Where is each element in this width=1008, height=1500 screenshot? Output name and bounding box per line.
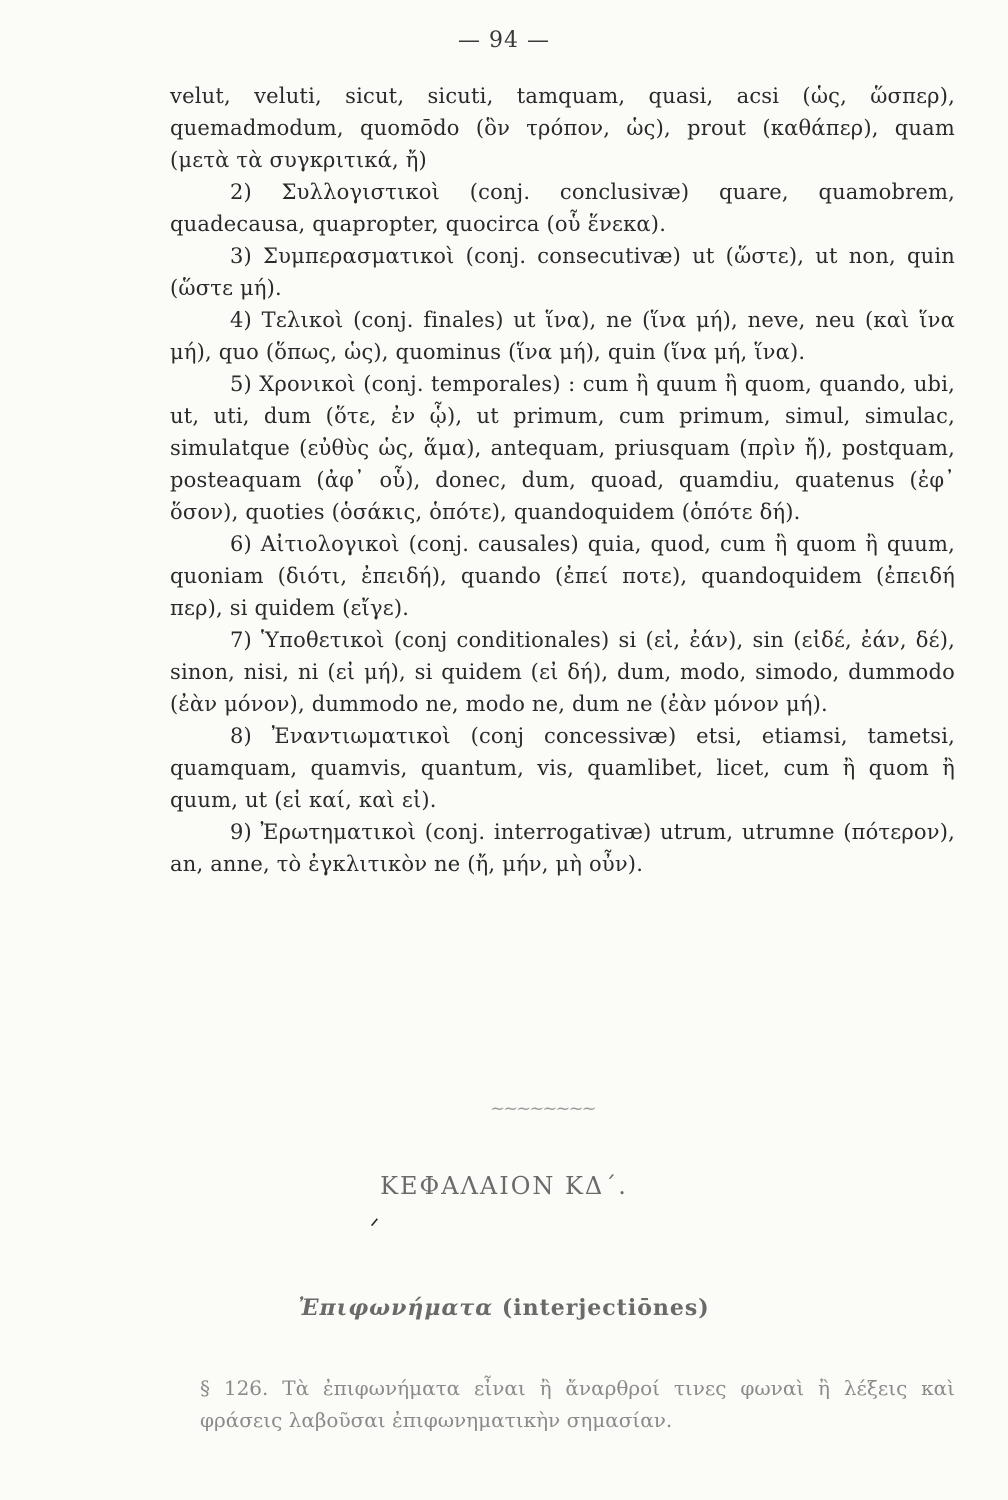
conjunction-list — [170, 80, 955, 880]
text-line-9: 9) Ἐρωτηματικοὶ (conj. interrogativæ) utrum, utrumne (πότερον), an, anne, τὸ ἐγκλιτικὸν ne (ἤ, μήν, μὴ οὖν). — [170, 820, 955, 876]
text-line-3: 3) Συμπερασματικοὶ (conj. consecutivæ) ut (ὥστε), ut non, quin (ὥστε μή). — [170, 244, 955, 300]
page-number: — 94 — — [458, 28, 550, 53]
section-ornament: ~~~~~~~~ — [490, 1098, 595, 1119]
section-heading — [0, 1295, 1008, 1321]
text-line-2: 2) Συλλογιστικοὶ (conj. conclusivæ) quare, quamobrem, quadecausa, quapropter, quocirca (οὗ ἕνεκα). — [170, 180, 955, 236]
section-heading-latin: (interjectiōnes) — [501, 1295, 710, 1321]
paragraph-text: § 126. Τὰ ἐπιφωνήματα εἶναι ἢ ἄναρθροί τινες φωναὶ ἢ λέξεις καὶ φράσεις λαβοῦσαι ἐπιφωνηματικὴν σημασίαν. — [200, 1376, 955, 1432]
section-paragraph — [200, 1372, 955, 1436]
text-line-1: velut, veluti, sicut, sicuti, tamquam, quasi, acsi (ὡς, ὥσπερ), quemadmodum, quomōdo (ὃν τρόπον, ὡς), prout (καθάπερ), quam (μετὰ τὰ συγκριτικά, ἤ) — [170, 84, 955, 172]
text-line-7: 7) Ὑποθετικοὶ (conj conditionales) si (εἰ, ἐάν), sin (εἰδέ, ἐάν, δέ), sinon, nisi, ni (εἰ μή), si quidem (εἰ δή), dum, modo, simodo, dummodo (ἐὰν μόνον), dummodo ne, modo ne, dum ne (ἐὰν μόνον μή). — [170, 628, 955, 716]
text-line-4: 4) Τελικοὶ (conj. finales) ut ἵνα), ne (ἵνα μή), neve, neu (καὶ ἵνα μή), quo (ὅπως, ὡς), quominus (ἵνα μή), quin (ἵνα μή, ἵνα). — [170, 308, 955, 364]
pencil-mark: ᐟ — [370, 1215, 380, 1240]
text-line-8: 8) Ἐναντιωματικοὶ (conj concessivæ) etsi, etiamsi, tametsi, quamquam, quamvis, quantum, vis, quamlibet, licet, cum ἢ quom ἢ quum, ut (εἰ καί, καὶ εἰ). — [170, 724, 955, 812]
text-line-6: 6) Αἰτιολογικοὶ (conj. causales) quia, quod, cum ἢ quom ἢ quum, quoniam (διότι, ἐπειδή), quando (ἐπεί ποτε), quandoquidem (ἐπειδή περ), si quidem (εἴγε). — [170, 532, 955, 620]
text-line-5: 5) Χρονικοὶ (conj. temporales) : cum ἢ quum ἢ quom, quando, ubi, ut, uti, dum (ὅτε, ἐν ᾧ), ut primum, cum primum, simul, simulac, simulatque (εὐθὺς ὡς, ἅμα), antequam, priusquam (πρὶν ἤ), postquam, posteaquam (ἀφ᾽ οὗ), donec, dum, quoad, quamdiu, quatenus (ἐφ᾽ ὅσον), quoties (ὁσάκις, ὁπότε), quandoquidem (ὁπότε δή). — [170, 372, 955, 524]
section-heading-greek: Ἐπιφωνήματα — [298, 1295, 494, 1321]
chapter-title: ΚΕΦΑΛΑΙΟΝ ΚΔ΄. — [380, 1172, 628, 1200]
